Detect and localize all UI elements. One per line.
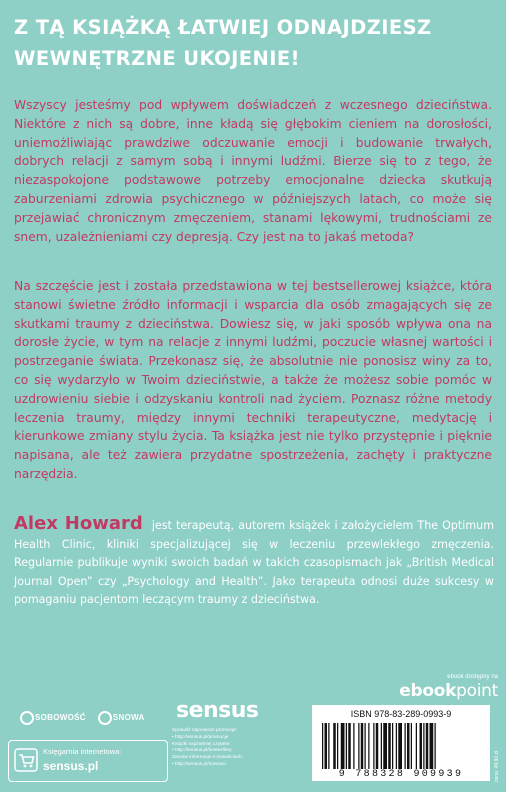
author-bio-text: jest terapeutą, autorem książek i założycielem The Optimum Health Clinic, kliniki specjalizującej się w leczeniu przewlekłego zmęczenia. Regularnie publikuje wyniki swoich badań w takich czasopismach jak „British Medical Journal Open” czy „Psychology and Health”. Jako terapeuta odnosi duże sukcesy w pomaganiu pacjentom leczącym traumy z dzieciństwa.	[14, 519, 495, 606]
imprint-logos	[20, 711, 170, 725]
barcode-bar	[411, 723, 412, 769]
barcode-bar	[361, 723, 364, 769]
barcode-bar	[388, 723, 391, 769]
store-label: Księgarnia internetowa:	[43, 747, 122, 756]
description-paragraph-1: Wszyscy jesteśmy pod wpływem doświadczeń z wczesnego dzieciństwa. Niektóre z nich są dobre, inne kładą się głębokim cieniem na dorosłości, uniemożliwiając prawdziwe odczuwanie emocji i budowanie trwałych, dobrych relacji z samym sobą i innymi ludźmi. Bierze się to z tego, że niezaspokojone podstawowe potrzeby emocjonalne dziecka skutkują zaburzeniami zdrowia psychicznego w późniejszych latach, co może się przejawiać chronicznym zmęczeniem, stanami lękowymi, trudnościami ze snem, uzależnieniami czy depresją. Czy jest na to jakaś metoda?	[14, 98, 492, 244]
sensus-line: Sprawdź najnowsze promocje:	[172, 728, 238, 733]
barcode-bar	[322, 723, 323, 769]
barcode	[320, 723, 482, 769]
ring-icon	[98, 711, 112, 725]
imprint-odnowa	[98, 711, 145, 725]
ring-icon	[20, 711, 34, 725]
side-code	[494, 724, 504, 784]
barcode-bar	[383, 723, 387, 769]
barcode-bar	[392, 723, 393, 769]
barcode-bar	[381, 723, 382, 769]
barcode-bar	[358, 723, 359, 769]
headline-line-1: Z TĄ KSIĄŻKĄ ŁATWIEJ ODNAJDZIESZ	[14, 16, 432, 39]
sensus-line: Zamów informacje o nowościach:	[172, 755, 243, 761]
barcode-bar	[423, 723, 424, 769]
ebookpoint-caption: ebook dostępny na	[447, 674, 498, 680]
barcode-bar	[353, 723, 354, 769]
isbn-barcode	[312, 705, 490, 781]
sensus-line: Książki najchętniej czytane:	[172, 741, 231, 747]
ebookpoint-logo	[399, 681, 498, 701]
barcode-bar	[337, 723, 338, 769]
barcode-bar	[376, 723, 379, 769]
author-name: Alex Howard	[14, 513, 143, 534]
side-code-text: cena: 49,90 zł	[494, 750, 500, 782]
imprint-osobowosc-label: SOBOWOŚĆ	[35, 713, 86, 723]
barcode-bar	[346, 723, 347, 769]
sensus-logo: sensus	[176, 698, 259, 723]
barcode-bar	[396, 723, 397, 769]
barcode-bar	[325, 723, 328, 769]
barcode-bar	[368, 723, 369, 769]
imprint-osobowosc	[20, 711, 86, 725]
barcode-bar	[405, 723, 406, 769]
barcode-bar	[365, 723, 366, 769]
barcode-bar	[407, 723, 410, 769]
sensus-links	[172, 728, 302, 769]
barcode-bar	[420, 723, 423, 769]
ebookpoint-logo-b: point	[456, 681, 498, 701]
barcode-bar	[430, 723, 434, 769]
barcode-bar	[416, 723, 417, 769]
sensus-line[interactable]: • http://sensus.pl/nowosci	[172, 761, 226, 767]
sensus-line[interactable]: • http://sensus.pl/promocje	[172, 734, 229, 740]
isbn-label: ISBN 978-83-289-0993-9	[350, 709, 452, 719]
barcode-bar	[398, 723, 402, 769]
store-url[interactable]: sensus.pl	[43, 759, 99, 773]
description-paragraph-2: Na szczęście jest i została przedstawiona w tej bestsellerowej książce, która stanowi świetne źródło informacji i wsparcia dla osób zmagających się ze skutkami traumy z dzieciństwa. Dowiesz się, w jaki sposób wpływa ona na dorosłe życie, w tym na relacje z innymi ludźmi, poczucie własnej wartości i postrzeganie świata. Przekonasz się, że absolutnie nie ponosisz winy za to, co się wydarzyło w Twoim dzieciństwie, a także że możesz sobie pomóc w uzdrowieniu siebie i odzyskaniu kontroli nad życiem. Poznasz różne metody leczenia traumy, między innymi techniki terapeutyczne, medytację i kierunkowe zmiany stylu życia. Ta książka jest nie tylko przystępnie i pięknie napisana, ale też zawiera przydatne spostrzeżenia, zachęty i praktyczne narzędzia.	[14, 279, 492, 481]
online-store-box[interactable]	[8, 740, 168, 782]
barcode-bar	[348, 723, 351, 769]
headline-line-2: WEWNĘTRZNE UKOJENIE!	[14, 47, 300, 70]
imprint-odnowa-label: SNOWA	[112, 713, 145, 723]
headline	[14, 12, 494, 74]
barcode-bar	[333, 723, 336, 769]
author-bio	[14, 515, 494, 610]
sensus-line[interactable]: • http://sensus.pl/bestsellery	[172, 748, 232, 754]
barcode-bar	[435, 723, 436, 769]
barcode-digits: 9 788328 909939	[338, 769, 464, 780]
barcode-bar	[328, 723, 329, 769]
ebookpoint-badge	[399, 673, 498, 701]
barcode-bar	[426, 723, 429, 769]
cart-icon	[14, 748, 38, 772]
barcode-bar	[373, 723, 374, 769]
ebookpoint-logo-a: ebook	[399, 681, 457, 701]
barcode-bar	[341, 723, 345, 769]
